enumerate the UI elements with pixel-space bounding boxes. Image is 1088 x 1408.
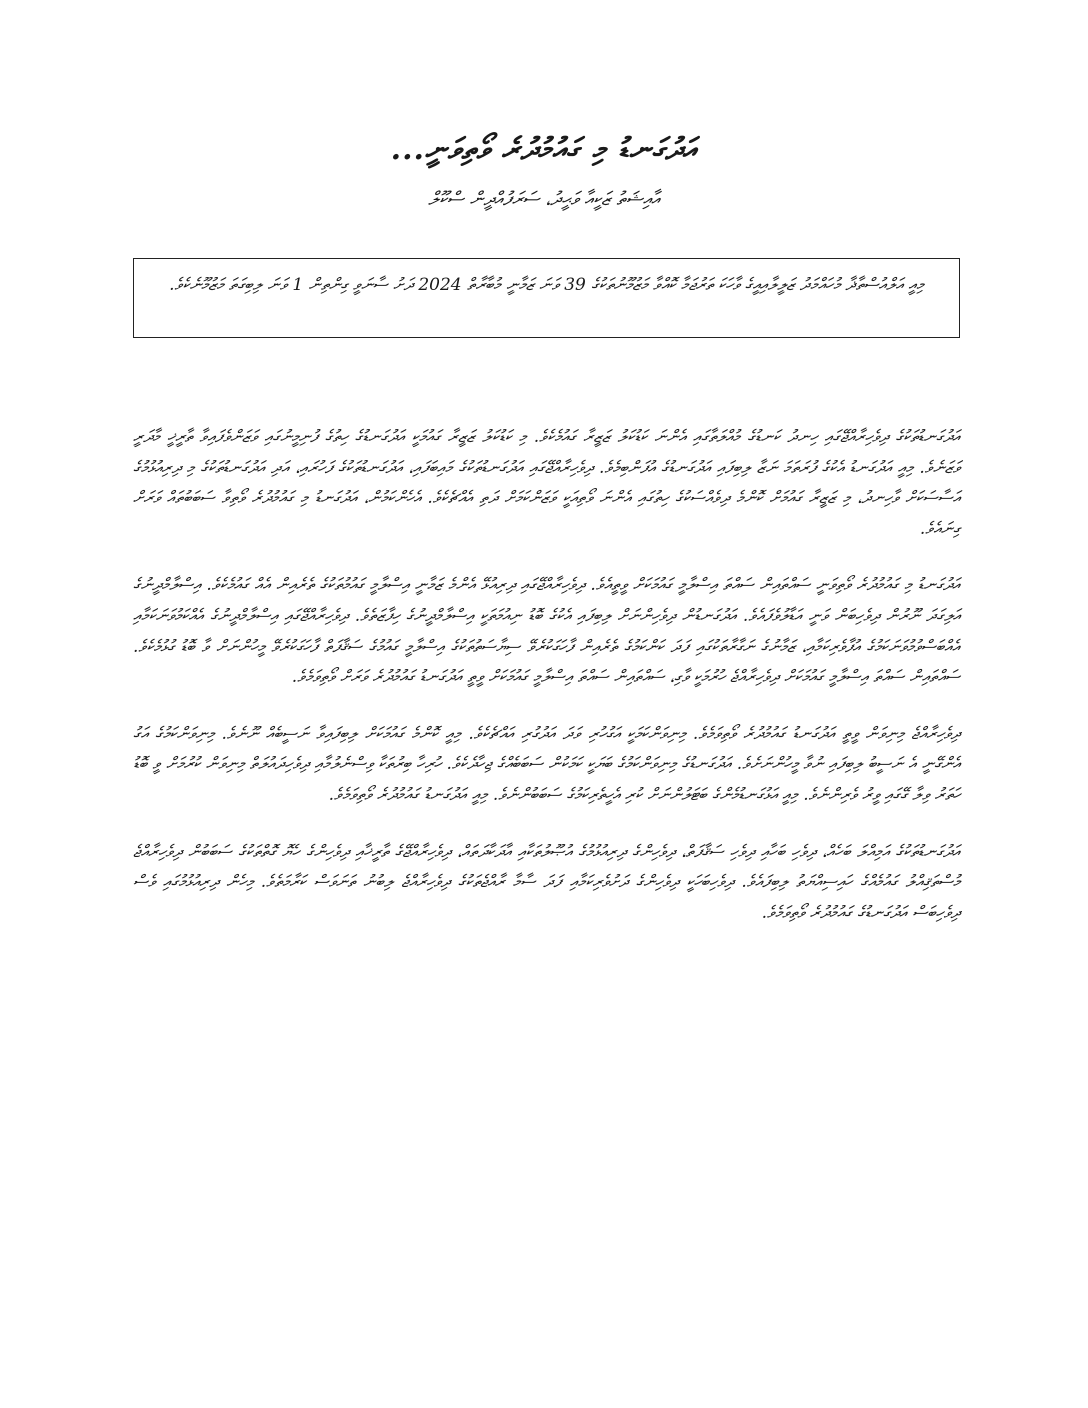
summary-text: މިއީ އަލްއުސްތާޛާ މުހައްމަދު ޒަލީލާއިއީގެ ވާހަކަ ތަރުޖަމާ ކޮއްވާ މަޒުމޫނުތަކުގެ 39 ވަނަ ޒަމާނީ މުބާރާތް 2024 ދަށު ސާނަވީ ގިންތިން 1 ވަނަ ލިބިގަތަ މަޒުމޫނެކެވެ. bbox=[169, 275, 924, 295]
paragraph: އަދުގަނޑުތަކުގެ ދިވެހިރާއްޖޭގައި ހިނދު ކަނޑުގެ މުއްލަތާގައި އެންނަ ކަޑުކަލު ޒަޒީރާ ގައުމެކެވެ. މި ކަޑުކަލު ޒަޒީރާ ގައުމަކީ އަދުގަނޑުގެ ހިތުގެ ފުނިމީނުގައި ވަޒަންވެފައިވާ ތާރީޚީ މާދަރީ ވަޒަނެވެ. މިއީ އަދުގަނޑު އެކުގެ ފުރަތަމަ ނަޒާ ލިބިފައި އަދުގަނޑުގެ އުފަންބިމެވެ. ދިވެހިރާއްޖޭގައި އަދުގަނޑުތަކުގެ މައިބަފައި، އަދުގަނޑުތަކުގެ ފަހުރައި، އަދި އަދުގަނޑުތަކުގެ މި ދިރިއުޅުމުގެ އަސާސަކަށް ވާހިނދު، މި ޒަޒީރާ ގައުމަށް ކޮންމެ ދިވެއްސަކުގެ ހިތުގައި އެންނަ ވޯތިއަކީ ވަޒަންކަމަށް ދަތި އެއްޗެކެވެ. އެހެންކަމުން، އަދުގަނޑު މި ގައުމުދުރެ ވޯތިވާ ސަބަބުތައް ވަރަށް ގިނައެވެ. bbox=[133, 427, 960, 539]
paragraph: ދިވެހިރާއްޖެ މިނިވަން ވީތީ އަދުގަނޑު ގައުމުދުރެ ވޯތިވަމެވެ. މިނިވަންކަމަކީ އަގުހުރި ވަދަ އަދުގުރި އައްޗެކެވެ. މިއީ ކޮންމެ ގައުމަކަށް ލިބިފައިވާ ނަސީބެއް ނޫނެވެ. މިނިވަންކަމުގެ އަގު އެންގޭނީ އެ ނަސީބު ލިބިފައި ނުވާ މީހުންނަށެވެ. އަދުގަނޑުގެ މިނިވަންކަމުގެ ބަޔަކީ ކަމަކުން ސަބަބެއްގެ ޖިހާދެކެވެ. ހުރިހާ ބިރުތަކާ ވިސްނެލުމާއި ދިވެހިދައުލަތް މިނިވަން ކުރުމަށް ވީ ބޮޑު ހަތަރު ވިލާ ގޭގައި ވީރު ވެރިންނެވެ. މިއީ އަޅުގަނޑުމެންގެ ބަޓަލުންނަށް ކުރި އެހީތެރިކަމުގެ ސަބަބުންނެވެ. މިއީ އަދުގަނޑު ގައުމުދުރެ ވޯތިވަމެވެ. bbox=[133, 723, 960, 805]
paragraph: އަދުގަނޑުތަކުގެ އަމިއްލަ ބަހެއް، ދިވެހި ބަހާއި ދިވެހި ސަޤާފަތް، ދިވެހިންގެ ދިރިއުޅުމުގެ އުޞޫލުތަކާއި އާދަކާދަތައް، ދިވެހިރާއްޖޭގެ ތާރީޚާއި ދިވެހިންގެ ހެޔޮ ގޮތްތަކުގެ ސަބަބުން ދިވެހިރާއްޖެ މުސްތަޤިއްލު ގައުމެއްގެ ހައިސިއްޔަތު ލިބިފައެވެ. ދިވެހިބަހަކީ ދިވެހިންގެ ދަށުވެރިކަމާއި ފަދަ ސާމާ ރާއްޖެތަކުގެ ދިވެހިރާއްޖެ ލިބުނު ތަނަވަސް ކަރާމަތެވެ. މިހެން ދިރިއުޅުމުގައި ވެސް ދިވެހިބަސް އަދުގަނޑުގެ ގައުމުދުރެ ވޯތިވަމެވެ. bbox=[133, 841, 960, 923]
summary-box bbox=[133, 258, 960, 338]
article-byline: އާއިޝަތު ޒަކީއާ ވަޙީދު، ސަރަފުއްދީން ސްކޫލް bbox=[428, 188, 660, 210]
article-body bbox=[133, 422, 960, 954]
paragraph: އަދުގަނޑު މި ގައުމުދުރެ ވޯތިވަނީ ސައްތައިން ސައްތަ އިސްލާމީ ގައުމަކަށް ވީތީއެވެ. ދިވެހިރާއްޖޭގައި ދިރިއުޅޭ އެންމެ ޒަމާނީ އިސްލާމީ ގައުމުތަކުގެ ތެރެއިން އެއް ގައުމެކެވެ. އިސްލާމްދީނުގެ އަލިގަދަ ނޫރުން ދިވެހިބަން ވަނީ އަޑާލުވެފައެވެ. އަދުގަނޑުން ދިވެހިންނަށް ލިބިފައި އެކުގެ ބޮޑު ނިއުމަތަކީ އިސްލާމްދީނުގެ ހިފާޒަތެވެ. ދިވެހިރާއްޖޭގައި އިސްލާމްދީނުގެ އެއްކަމުވަނަކަމާއި އެއްބަސްވުމުވަނަކަމުގެ އުފާވެރިކަމާއި، ޒަމާނުގެ ނަގާރާތަކުގައި ފަދަ ކަންކަމުގެ ތެރެއިން ފާހަގަކުރެވޭ ސިޔާސަތުތަކުގެ އިސްލާމީ ގައުމުގެ ސަޤާފަތް ފާހަގަކުރެވޭ މީހުންނަށް ވާ ބޮޑު ގުޅުމެކެވެ. ސައްތައިން ސައްތަ އިސްލާމީ ގައުމަކަށް ދިވެހިރާއްޖެ ހުރުމަކީ ވާގި، ސައްތައިން ސައްތަ އިސްލާމީ ގައުމަކަށް ވީތީ އަދުގަނޑު ގައުމުދުރެ ވަރަށް ވޯތިވަމެވެ. bbox=[133, 575, 960, 688]
article-title: އަދުގަނޑު މި ގައުމުދުރެ ވޯތިވަނީ... bbox=[390, 132, 698, 167]
